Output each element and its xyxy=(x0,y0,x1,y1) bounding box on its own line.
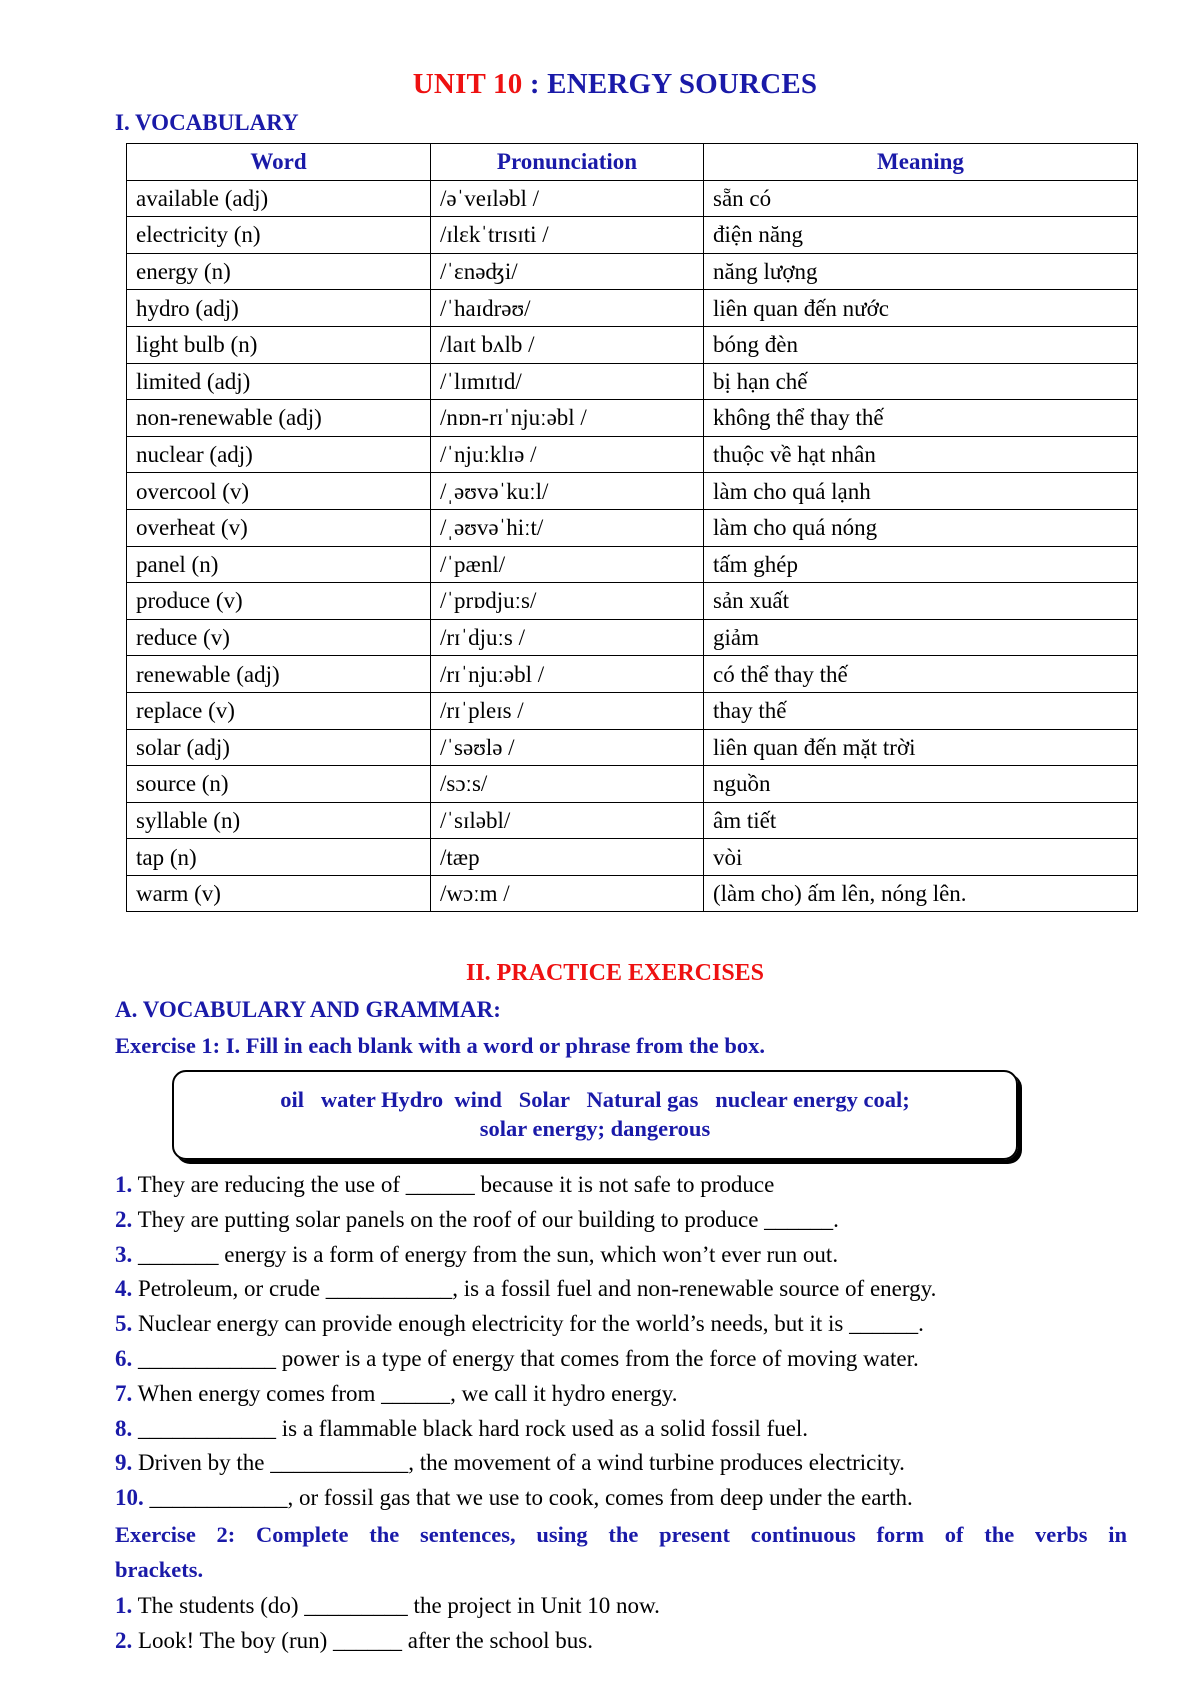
table-row xyxy=(127,180,1138,217)
table-row xyxy=(127,217,1138,254)
question-item xyxy=(115,1346,919,1372)
vocabulary-table xyxy=(126,143,1138,912)
table-row xyxy=(127,729,1138,766)
table-row xyxy=(127,692,1138,729)
pronunciation-cell: /ˈnjuːklɪə / xyxy=(431,436,704,473)
meaning-cell: thuộc về hạt nhân xyxy=(704,436,1138,473)
table-row xyxy=(127,473,1138,510)
word-cell: overcool (v) xyxy=(127,473,431,510)
header-pronunciation: Pronunciation xyxy=(431,144,704,181)
table-row xyxy=(127,766,1138,803)
question-item xyxy=(115,1416,808,1442)
practice-exercises-heading: II. PRACTICE EXERCISES xyxy=(465,960,765,986)
table-row xyxy=(127,875,1138,912)
word-cell: limited (adj) xyxy=(127,363,431,400)
question-number: 8. xyxy=(115,1415,133,1441)
exercise1-title: Exercise 1: I. Fill in each blank with a word or phrase from the box. xyxy=(115,1033,766,1058)
word-cell: replace (v) xyxy=(127,692,431,729)
pronunciation-cell: /wɔːm / xyxy=(431,875,704,912)
table-header-row xyxy=(127,144,1138,181)
question-number: 1. xyxy=(115,1172,133,1197)
unit-topic: : ENERGY SOURCES xyxy=(529,68,818,100)
table-row xyxy=(127,253,1138,290)
pronunciation-cell: /sɔːs/ xyxy=(431,766,704,803)
word-cell: hydro (adj) xyxy=(127,290,431,327)
word-cell: energy (n) xyxy=(127,253,431,290)
question-text: Driven by the ____________, the movement of a wind turbine produces electricity. xyxy=(132,1450,905,1476)
word-cell: renewable (adj) xyxy=(127,656,431,693)
question-text: They are putting solar panels on the roof of our building to produce ______. xyxy=(132,1206,839,1232)
question-text: ____________ power is a type of energy that comes from the force of moving water. xyxy=(132,1346,919,1371)
question-text: Nuclear energy can provide enough electricity for the world’s needs, but it is ______. xyxy=(132,1311,924,1337)
meaning-cell: vòi xyxy=(704,839,1138,876)
word-cell: tap (n) xyxy=(127,839,431,876)
table-row xyxy=(127,802,1138,839)
table-row xyxy=(127,509,1138,546)
table-row xyxy=(127,290,1138,327)
exercise2-title-line-2: brackets. xyxy=(115,1557,204,1582)
question-number: 3. xyxy=(115,1241,133,1267)
table-row xyxy=(127,619,1138,656)
question-text: They are reducing the use of ______ because it is not safe to produce xyxy=(132,1172,775,1197)
question-item xyxy=(115,1207,839,1233)
meaning-cell: (làm cho) ấm lên, nóng lên. xyxy=(704,875,1138,912)
word-cell: reduce (v) xyxy=(127,619,431,656)
meaning-cell: có thể thay thế xyxy=(704,656,1138,693)
question-item xyxy=(115,1485,913,1511)
table-row xyxy=(127,326,1138,363)
question-item xyxy=(115,1593,660,1619)
question-item xyxy=(115,1381,678,1407)
question-item xyxy=(115,1172,774,1198)
question-number: 1. xyxy=(115,1593,133,1618)
word-cell: nuclear (adj) xyxy=(127,436,431,473)
header-meaning: Meaning xyxy=(704,144,1138,181)
pronunciation-cell: /nɒn-rɪˈnjuːəbl / xyxy=(431,400,704,437)
table-row xyxy=(127,839,1138,876)
pronunciation-cell: /ˈsɪləbl/ xyxy=(431,802,704,839)
meaning-cell: thay thế xyxy=(704,692,1138,729)
question-item xyxy=(115,1628,593,1654)
pronunciation-cell: /əˈveɪləbl / xyxy=(431,180,704,217)
question-number: 7. xyxy=(115,1380,133,1406)
question-item xyxy=(115,1311,924,1337)
pronunciation-cell: /ˌəʊvəˈkuːl/ xyxy=(431,473,704,510)
word-cell: overheat (v) xyxy=(127,509,431,546)
word-cell: panel (n) xyxy=(127,546,431,583)
vocab-grammar-heading: A. VOCABULARY AND GRAMMAR: xyxy=(115,997,501,1022)
unit-number: UNIT 10 xyxy=(412,68,523,100)
exercise2-title-line-1: Exercise 2: Complete the sentences, using the present continuous form of the verbs in xyxy=(115,1522,1127,1547)
question-number: 10. xyxy=(115,1485,144,1511)
question-number: 5. xyxy=(115,1311,133,1337)
meaning-cell: làm cho quá nóng xyxy=(704,509,1138,546)
pronunciation-cell: /ˈsəʊlə / xyxy=(431,729,704,766)
question-item xyxy=(115,1242,838,1268)
question-item xyxy=(115,1450,905,1476)
word-cell: warm (v) xyxy=(127,875,431,912)
question-text: Look! The boy (run) ______ after the school bus. xyxy=(132,1627,594,1653)
vocabulary-heading: I. VOCABULARY xyxy=(115,110,299,135)
question-text: ____________, or fossil gas that we use to cook, comes from deep under the earth. xyxy=(143,1485,913,1511)
question-text: When energy comes from ______, we call it hydro energy. xyxy=(132,1380,678,1406)
meaning-cell: sẵn có xyxy=(704,180,1138,217)
pronunciation-cell: /rɪˈnjuːəbl / xyxy=(431,656,704,693)
word-cell: available (adj) xyxy=(127,180,431,217)
pronunciation-cell: /ˈprɒdjuːs/ xyxy=(431,583,704,620)
meaning-cell: làm cho quá lạnh xyxy=(704,473,1138,510)
question-text: ____________ is a flammable black hard rock used as a solid fossil fuel. xyxy=(132,1415,809,1441)
pronunciation-cell: /rɪˈpleɪs / xyxy=(431,692,704,729)
pronunciation-cell: /ˈhaɪdrəʊ/ xyxy=(431,290,704,327)
word-box-line-1: oil water Hydro wind Solar Natural gas nuclear energy coal; xyxy=(280,1087,910,1112)
word-cell: source (n) xyxy=(127,766,431,803)
pronunciation-cell: /ˈlɪmɪtɪd/ xyxy=(431,363,704,400)
word-cell: electricity (n) xyxy=(127,217,431,254)
meaning-cell: liên quan đến nước xyxy=(704,290,1138,327)
word-box-line-2: solar energy; dangerous xyxy=(479,1116,711,1141)
table-row xyxy=(127,656,1138,693)
meaning-cell: bóng đèn xyxy=(704,326,1138,363)
word-cell: light bulb (n) xyxy=(127,326,431,363)
question-number: 2. xyxy=(115,1627,133,1653)
meaning-cell: liên quan đến mặt trời xyxy=(704,729,1138,766)
meaning-cell: bị hạn chế xyxy=(704,363,1138,400)
pronunciation-cell: /tæp xyxy=(431,839,704,876)
table-row xyxy=(127,363,1138,400)
pronunciation-cell: /laɪt bʌlb / xyxy=(431,326,704,363)
question-text: The students (do) _________ the project in Unit 10 now. xyxy=(132,1593,660,1618)
pronunciation-cell: /ɪlɛkˈtrɪsɪti / xyxy=(431,217,704,254)
pronunciation-cell: /ˈpænl/ xyxy=(431,546,704,583)
table-row xyxy=(127,436,1138,473)
pronunciation-cell: /ˈɛnəʤi/ xyxy=(431,253,704,290)
question-item xyxy=(115,1276,936,1302)
meaning-cell: năng lượng xyxy=(704,253,1138,290)
table-row xyxy=(127,546,1138,583)
word-cell: syllable (n) xyxy=(127,802,431,839)
pronunciation-cell: /ˌəʊvəˈhiːt/ xyxy=(431,509,704,546)
word-cell: produce (v) xyxy=(127,583,431,620)
meaning-cell: âm tiết xyxy=(704,802,1138,839)
question-number: 9. xyxy=(115,1450,133,1476)
header-word: Word xyxy=(127,144,431,181)
meaning-cell: tấm ghép xyxy=(704,546,1138,583)
vocabulary-table-body xyxy=(127,180,1138,912)
question-number: 2. xyxy=(115,1206,133,1232)
question-text: _______ energy is a form of energy from the sun, which won’t ever run out. xyxy=(132,1241,839,1267)
meaning-cell: sản xuất xyxy=(704,583,1138,620)
unit-title xyxy=(0,68,1200,101)
table-row xyxy=(127,400,1138,437)
table-row xyxy=(127,583,1138,620)
question-number: 4. xyxy=(115,1276,133,1302)
word-cell: non-renewable (adj) xyxy=(127,400,431,437)
word-box xyxy=(172,1070,1018,1160)
meaning-cell: điện năng xyxy=(704,217,1138,254)
pronunciation-cell: /rɪˈdjuːs / xyxy=(431,619,704,656)
word-cell: solar (adj) xyxy=(127,729,431,766)
meaning-cell: không thể thay thế xyxy=(704,400,1138,437)
question-number: 6. xyxy=(115,1346,133,1371)
meaning-cell: giảm xyxy=(704,619,1138,656)
meaning-cell: nguồn xyxy=(704,766,1138,803)
question-text: Petroleum, or crude ___________, is a fossil fuel and non-renewable source of energy. xyxy=(132,1276,937,1302)
